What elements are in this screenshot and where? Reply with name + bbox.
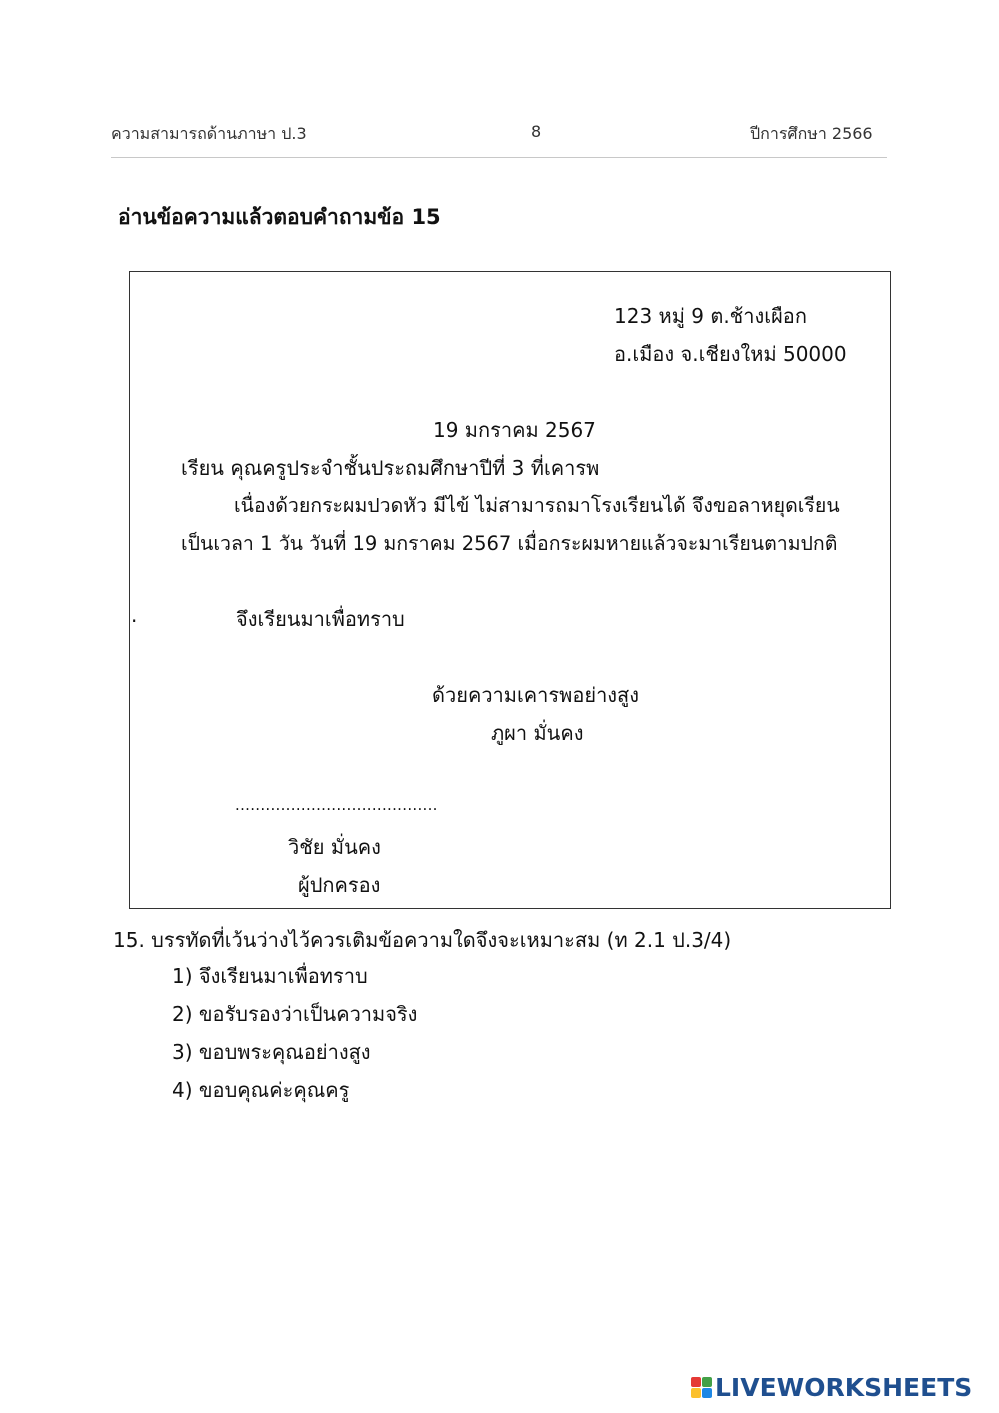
- letter-address-line1: 123 หมู่ 9 ต.ช้างเผือก: [614, 304, 807, 328]
- watermark-text: LIVEWORKSHEETS: [715, 1373, 973, 1402]
- page-number: 8: [531, 122, 542, 141]
- header-subject: ความสามารถด้านภาษา ป.3: [111, 124, 307, 143]
- option-4[interactable]: 4) ขอบคุณค่ะคุณครู: [172, 1078, 350, 1102]
- option-3[interactable]: 3) ขอบพระคุณอย่างสูง: [172, 1040, 371, 1064]
- letter-salutation: เรียน คุณครูประจำชั้นประถมศึกษาปีที่ 3 ที่เคารพ: [181, 456, 600, 480]
- header-divider: [111, 157, 887, 158]
- header-year: ปีการศึกษา 2566: [750, 124, 873, 143]
- option-1[interactable]: 1) จึงเรียนมาเพื่อทราบ: [172, 964, 368, 988]
- instruction-heading: อ่านข้อความแล้วตอบคำถามข้อ 15: [118, 205, 441, 229]
- letter-date: 19 มกราคม 2567: [433, 418, 596, 442]
- letter-body-line2: เป็นเวลา 1 วัน วันที่ 19 มกราคม 2567 เมื่อกระผมหายแล้วจะมาเรียนตามปกติ: [181, 532, 838, 555]
- blank-answer-line: ........................................: [235, 796, 438, 814]
- stray-dot: .: [131, 603, 138, 627]
- question-text: 15. บรรทัดที่เว้นว่างไว้ควรเติมข้อความใดจึงจะเหมาะสม (ท 2.1 ป.3/4): [113, 928, 732, 952]
- letter-closing-request: จึงเรียนมาเพื่อทราบ: [236, 607, 405, 631]
- option-2[interactable]: 2) ขอรับรองว่าเป็นความจริง: [172, 1002, 418, 1026]
- liveworksheets-logo-icon: [691, 1377, 712, 1398]
- letter-body-line1: เนื่องด้วยกระผมปวดหัว มีไข้ ไม่สามารถมาโรงเรียนได้ จึงขอลาหยุดเรียน: [234, 494, 840, 517]
- letter-closing: ด้วยความเคารพอย่างสูง: [432, 683, 640, 707]
- liveworksheets-watermark[interactable]: [691, 1373, 972, 1402]
- letter-address-line2: อ.เมือง จ.เชียงใหม่ 50000: [614, 342, 847, 366]
- letter-guardian-title: ผู้ปกครอง: [298, 873, 381, 897]
- letter-guardian-name: วิชัย มั่นคง: [288, 835, 381, 859]
- letter-sender-name: ภูผา มั่นคง: [491, 721, 584, 745]
